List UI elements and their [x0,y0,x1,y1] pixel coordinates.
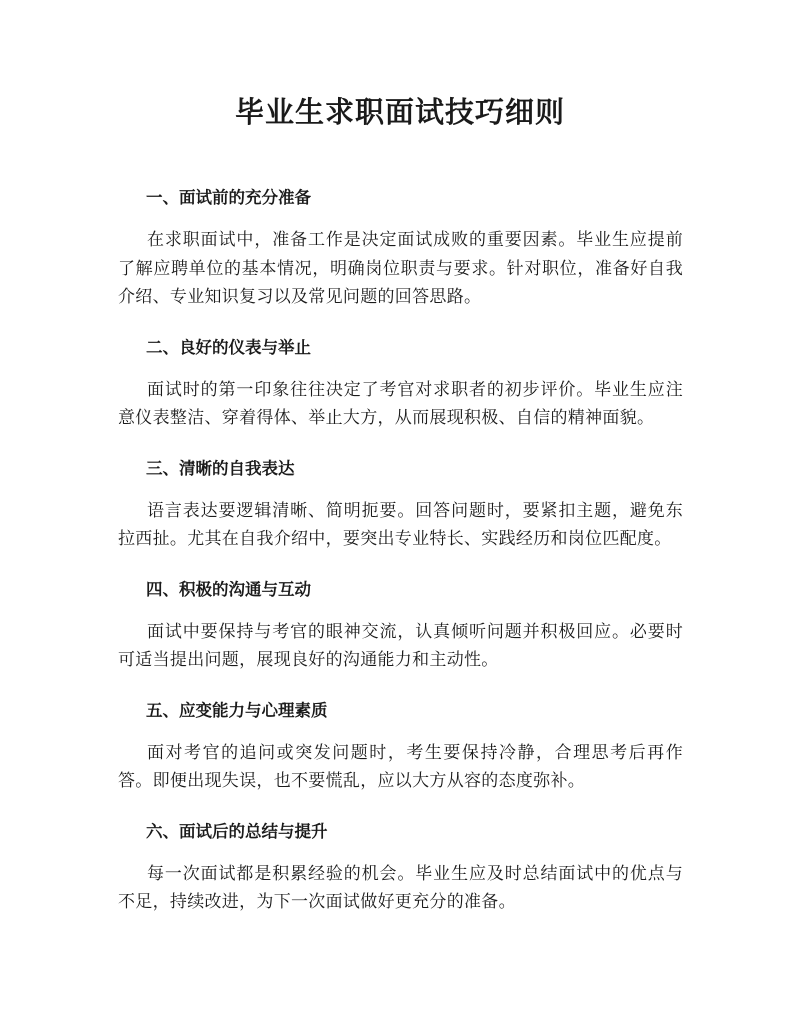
section-paragraph: 面试时的第一印象往往决定了考官对求职者的初步评价。毕业生应注意仪表整洁、穿着得体、举止大方，从而展现积极、自信的精神面貌。 [118,379,683,428]
section-heading: 六、面试后的总结与提升 [146,821,328,841]
section-paragraph: 面试中要保持与考官的眼神交流，认真倾听问题并积极回应。必要时可适当提出问题，展现良好的沟通能力和主动性。 [118,621,683,670]
section-1 [118,184,683,312]
section-paragraph: 语言表达要逻辑清晰、简明扼要。回答问题时，要紧扣主题，避免东拉西扯。尤其在自我介绍中，要突出专业特长、实践经历和岗位匹配度。 [118,500,683,549]
section-paragraph: 每一次面试都是积累经验的机会。毕业生应及时总结面试中的优点与不足，持续改进，为下一次面试做好更充分的准备。 [118,863,683,912]
document-content [118,184,683,939]
section-3 [118,455,683,554]
section-heading: 五、应变能力与心理素质 [146,700,328,720]
section-paragraph: 面对考官的追问或突发问题时，考生要保持冷静，合理思考后再作答。即便出现失误，也不要慌乱，应以大方从容的态度弥补。 [118,742,683,791]
section-paragraph: 在求职面试中，准备工作是决定面试成败的重要因素。毕业生应提前了解应聘单位的基本情况，明确岗位职责与要求。针对职位，准备好自我介绍、专业知识复习以及常见问题的回答思路。 [118,230,683,307]
section-6 [118,818,683,917]
section-heading: 四、积极的沟通与互动 [146,579,311,599]
section-2 [118,334,683,433]
section-4 [118,576,683,675]
section-5 [118,697,683,796]
section-heading: 三、清晰的自我表达 [146,458,295,478]
section-heading: 二、良好的仪表与举止 [146,337,311,357]
section-heading: 一、面试前的充分准备 [146,188,311,207]
page-title: 毕业生求职面试技巧细则 [234,95,565,129]
